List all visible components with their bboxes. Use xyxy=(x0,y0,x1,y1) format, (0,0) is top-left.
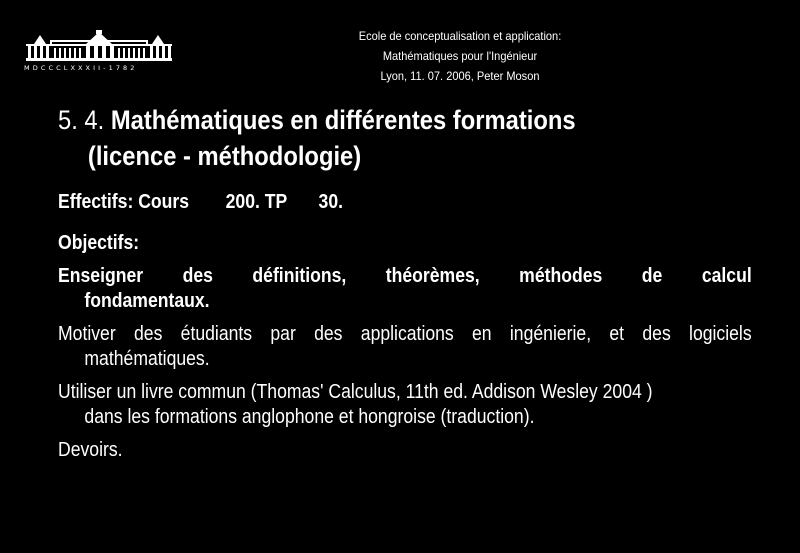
word: des xyxy=(182,265,213,287)
objectifs-heading: Objectifs: xyxy=(58,232,140,254)
objective-3-line-2: dans les formations anglophone et hongroise (traduction). xyxy=(84,406,535,428)
word: applications xyxy=(360,323,454,345)
effectifs-tp-value: 30. xyxy=(318,191,344,213)
word: par xyxy=(270,323,296,345)
header-line-1: Ecole de conceptualisation et application: xyxy=(358,29,562,43)
title-line-1: Mathématiques en différentes formations xyxy=(110,105,576,135)
slide-content xyxy=(58,190,752,463)
objective-item-4 xyxy=(58,438,752,463)
objective-2-line-2: mathématiques. xyxy=(84,348,210,370)
title-line-2: (licence - méthodologie) xyxy=(87,141,362,171)
word: méthodes xyxy=(519,265,603,287)
objective-item-3 xyxy=(58,380,752,430)
effectifs-label: Effectifs: Cours xyxy=(58,191,190,213)
logo-caption: MDCCCLXXXII-1782 xyxy=(24,64,138,72)
objective-1-line-1 xyxy=(58,264,752,289)
word: des xyxy=(314,323,343,345)
word: en xyxy=(472,323,492,345)
word: logiciels xyxy=(689,323,752,345)
objective-1-line-2: fondamentaux. xyxy=(84,290,210,312)
word: des xyxy=(133,323,163,345)
word: calcul xyxy=(701,265,752,287)
header-line-2: Mathématiques pour l'Ingénieur xyxy=(382,49,538,63)
word: et xyxy=(609,323,625,345)
university-building-icon xyxy=(24,30,174,64)
word: étudiants xyxy=(180,323,253,345)
objective-4-text: Devoirs. xyxy=(58,439,123,461)
slide-title xyxy=(58,102,674,174)
section-number: 5. 4. xyxy=(58,105,105,135)
word: de xyxy=(641,265,663,287)
word: Enseigner xyxy=(58,265,144,287)
effectifs-line xyxy=(58,190,669,215)
word: théorèmes, xyxy=(385,265,480,287)
objective-3-line-1: Utiliser un livre commun (Thomas' Calculus, 11th ed. Addison Wesley 2004 ) xyxy=(58,381,653,403)
effectifs-cours-value: 200. TP xyxy=(225,191,288,213)
header-line-3: Lyon, 11. 07. 2006, Peter Moson xyxy=(380,69,540,83)
objective-2-line-1 xyxy=(58,322,752,347)
word: des xyxy=(642,323,671,345)
word: ingénierie, xyxy=(509,323,592,345)
conference-header xyxy=(340,26,579,86)
word: définitions, xyxy=(252,265,347,287)
objective-item-1 xyxy=(58,264,752,314)
objective-item-2 xyxy=(58,322,752,372)
word: Motiver xyxy=(58,323,116,345)
